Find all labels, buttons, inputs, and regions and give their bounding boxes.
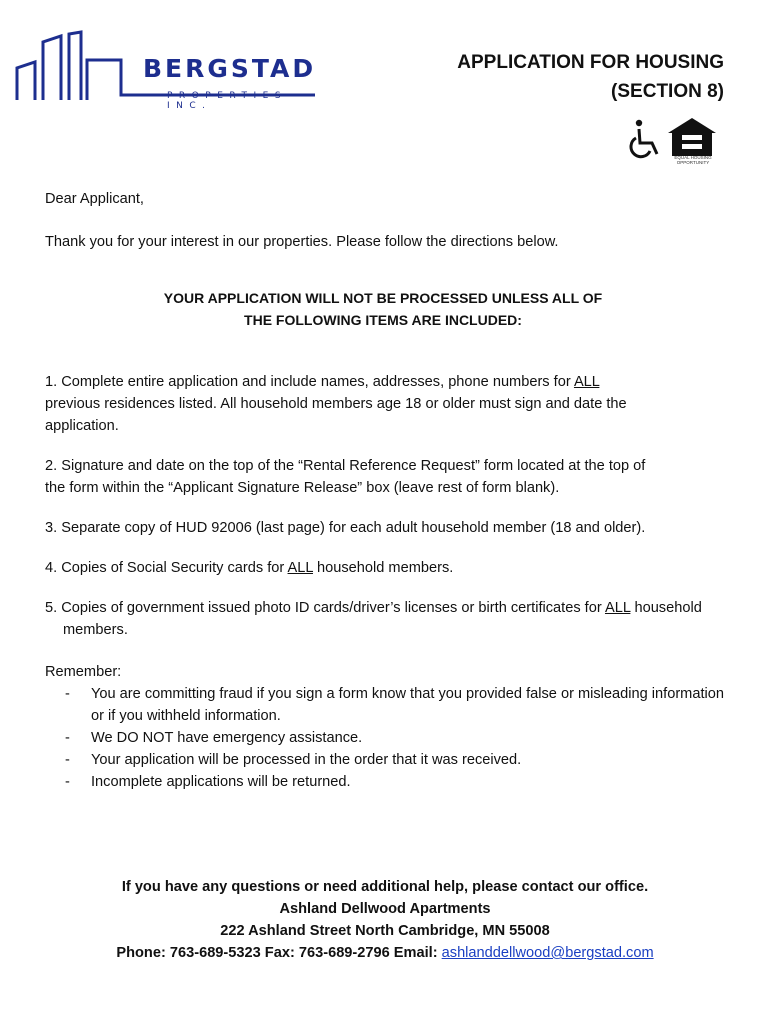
- page-title: [457, 48, 724, 106]
- reminder-item: - You are committing fraud if you sign a form know that you provided false or misleading information or if you withheld information.: [65, 686, 724, 724]
- title-line-1: APPLICATION FOR HOUSING: [457, 52, 724, 73]
- item-1-text-a: 1. Complete entire application and include names, addresses, phone numbers for: [45, 374, 574, 390]
- phone-fax: Phone: 763-689-5323 Fax: 763-689-2796 Email:: [116, 945, 442, 961]
- reminder-item: - Your application will be processed in the order that it was received.: [65, 752, 522, 768]
- item-5-text-b: household members.: [63, 600, 702, 638]
- item-1-emphasis: ALL: [573, 374, 600, 390]
- brand-subtitle: PROPERTIES INC.: [167, 91, 288, 111]
- equal-housing-label: EQUAL HOUSING OPPORTUNITY: [674, 155, 712, 165]
- office-name: Ashland Dellwood Apartments: [279, 901, 491, 917]
- title-line-2: (SECTION 8): [611, 81, 724, 102]
- remember-label: Remember:: [45, 664, 122, 680]
- requirement-item-5: [45, 597, 723, 641]
- warning-notice: [45, 287, 721, 331]
- equal-housing-icon: [668, 118, 716, 156]
- reminder-item: - We DO NOT have emergency assistance.: [65, 730, 363, 746]
- contact-line-1: If you have any questions or need additional help, please contact our office.: [121, 879, 649, 895]
- email-link[interactable]: ashlanddellwood@bergstad.com: [441, 945, 654, 961]
- office-address: 222 Ashland Street North Cambridge, MN 55008: [220, 923, 550, 939]
- item-4-text-b: household members.: [312, 560, 454, 576]
- reminder-list: [45, 683, 735, 793]
- warning-line-1: YOUR APPLICATION WILL NOT BE PROCESSED UNLESS ALL OF: [163, 290, 603, 306]
- requirement-item-4: [45, 557, 735, 579]
- item-1-text-b: previous residences listed. All household members age 18 or older must sign and date the application.: [45, 396, 627, 434]
- bergstad-logo: [15, 30, 335, 111]
- contact-info: [0, 876, 770, 964]
- reminder-item: - Incomplete applications will be returned.: [65, 774, 351, 790]
- item-5-text-a: 5. Copies of government issued photo ID cards/driver’s licenses or birth certificates for: [45, 600, 605, 616]
- contact-phone-line: [0, 942, 770, 964]
- requirement-item-3: 3. Separate copy of HUD 92006 (last page) for each adult household member (18 and older).: [45, 520, 646, 536]
- item-4-text-a: 4. Copies of Social Security cards for: [45, 560, 288, 576]
- requirement-item-1: [45, 371, 655, 437]
- requirement-item-2: 2. Signature and date on the top of the “Rental Reference Request” form located at the top of the form within the “Applicant Signature Release” box (leave rest of form blank).: [45, 458, 646, 496]
- intro-text: Thank you for your interest in our properties. Please follow the directions below.: [45, 234, 559, 250]
- greeting: Dear Applicant,: [45, 191, 144, 207]
- item-5-emphasis: ALL: [604, 600, 631, 616]
- brand-name: BERGSTAD: [143, 54, 317, 83]
- letter-body: [45, 188, 735, 793]
- warning-line-2: THE FOLLOWING ITEMS ARE INCLUDED:: [244, 312, 522, 328]
- item-4-emphasis: ALL: [287, 560, 313, 576]
- wheelchair-icon: [631, 120, 657, 157]
